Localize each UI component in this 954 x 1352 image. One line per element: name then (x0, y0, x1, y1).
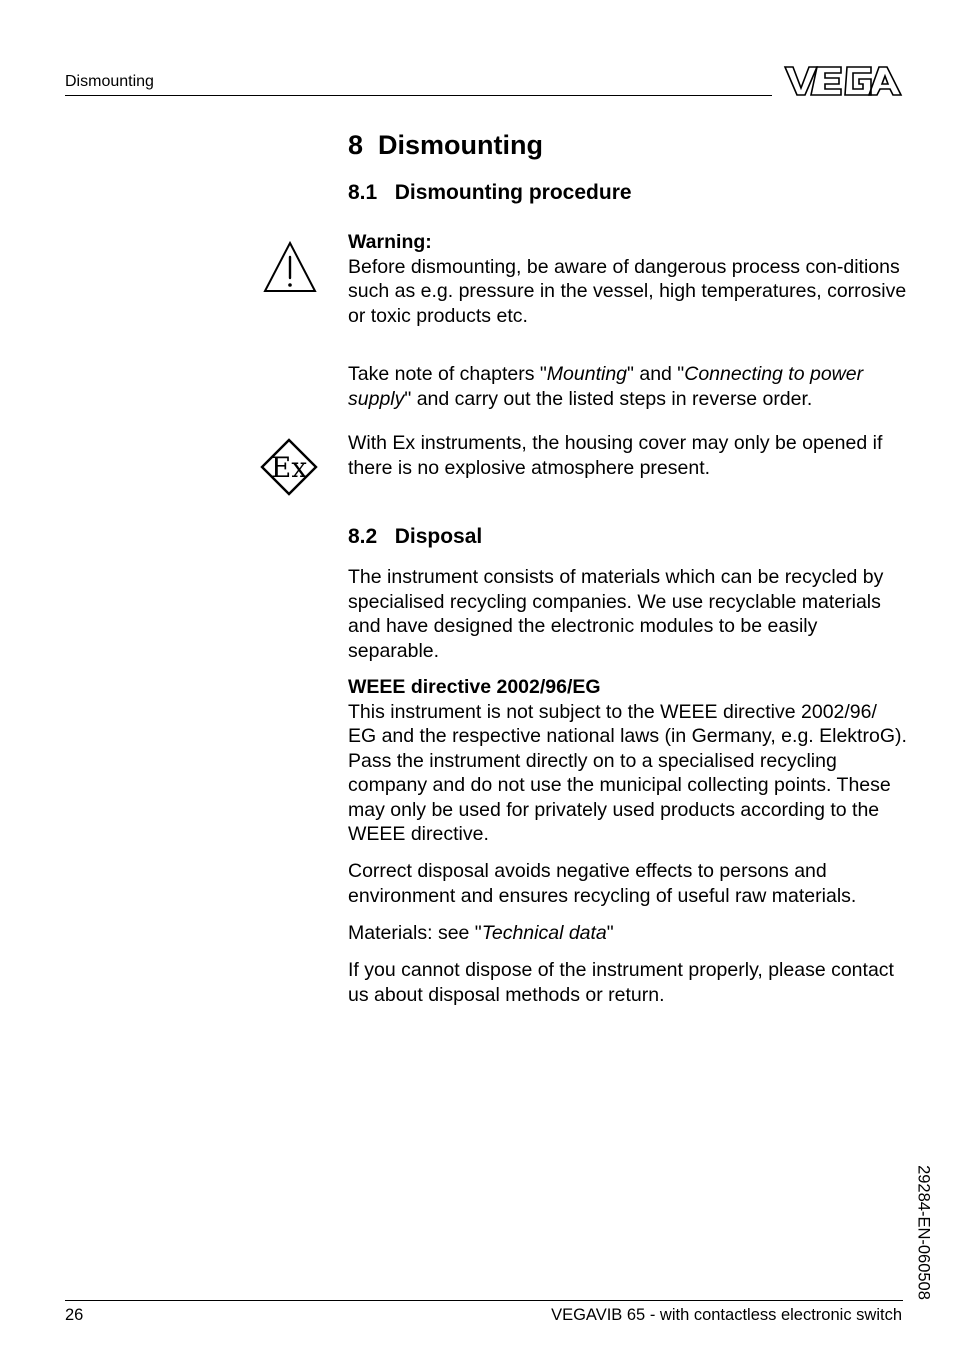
weee-heading: WEEE directive 2002/96/EG (348, 676, 601, 698)
materials-prefix: Materials: see " (348, 922, 482, 944)
note-ref-connecting: Connecting to power supply (348, 363, 864, 410)
weee-block (348, 675, 908, 847)
page-number: 26 (65, 1306, 84, 1324)
disposal-paragraph-correct: Correct disposal avoids negative effects to persons and environment and ensures recycling of useful raw materials. (348, 860, 857, 907)
warning-block (348, 230, 908, 328)
warning-text: Before dismounting, be aware of dangerous process con-ditions such as e.g. pressure in the vessel, high temperatures, corrosive or toxic products etc. (348, 255, 907, 327)
note-ref-mounting: Mounting (546, 363, 628, 385)
section-title-dismounting-procedure: 8.1 Dismounting procedure (348, 181, 632, 204)
header-divider (65, 95, 772, 96)
svg-text:Ex: Ex (270, 451, 308, 484)
ex-instruments-note: With Ex instruments, the housing cover may only be opened if there is no explosive atmosphere present. (348, 432, 883, 479)
note-suffix: " and carry out the listed steps in reverse order. (404, 387, 813, 410)
document-code: 29284-EN-060508 (914, 1165, 933, 1300)
running-header: Dismounting (65, 73, 154, 90)
disposal-paragraph-contact: If you cannot dispose of the instrument properly, please contact us about disposal methods or return. (348, 959, 894, 1006)
section-title-disposal: 8.2 Disposal (348, 525, 483, 548)
weee-text: This instrument is not subject to the WEEE directive 2002/96/ EG and the respective national laws (in Germany, e.g. ElektroG). Pass the instrument directly on to a specialised recycling company and do not use the municipal collecting points. These may only be used for privately used products according to the WEEE directive. (348, 700, 907, 845)
ex-explosion-protection-icon (260, 438, 318, 496)
chapter-title: 8 Dismounting (348, 130, 543, 160)
disposal-paragraph-materials: The instrument consists of materials which can be recycled by specialised recycling companies. We use recyclable materials and have designed the electronic modules to be easily separable. (348, 566, 884, 662)
materials-ref-technical-data: Technical data (481, 922, 607, 944)
document-title: VEGAVIB 65 - with contactless electronic switch (551, 1306, 902, 1324)
warning-triangle-icon (262, 240, 318, 294)
vega-logo (783, 64, 903, 98)
chapter-reference-note (348, 362, 908, 411)
note-prefix: Take note of chapters " (348, 363, 547, 385)
materials-suffix: " (606, 922, 614, 944)
materials-reference (348, 921, 908, 946)
footer-divider (65, 1300, 903, 1301)
warning-label: Warning: (348, 231, 432, 253)
note-mid: " and " (627, 363, 685, 385)
